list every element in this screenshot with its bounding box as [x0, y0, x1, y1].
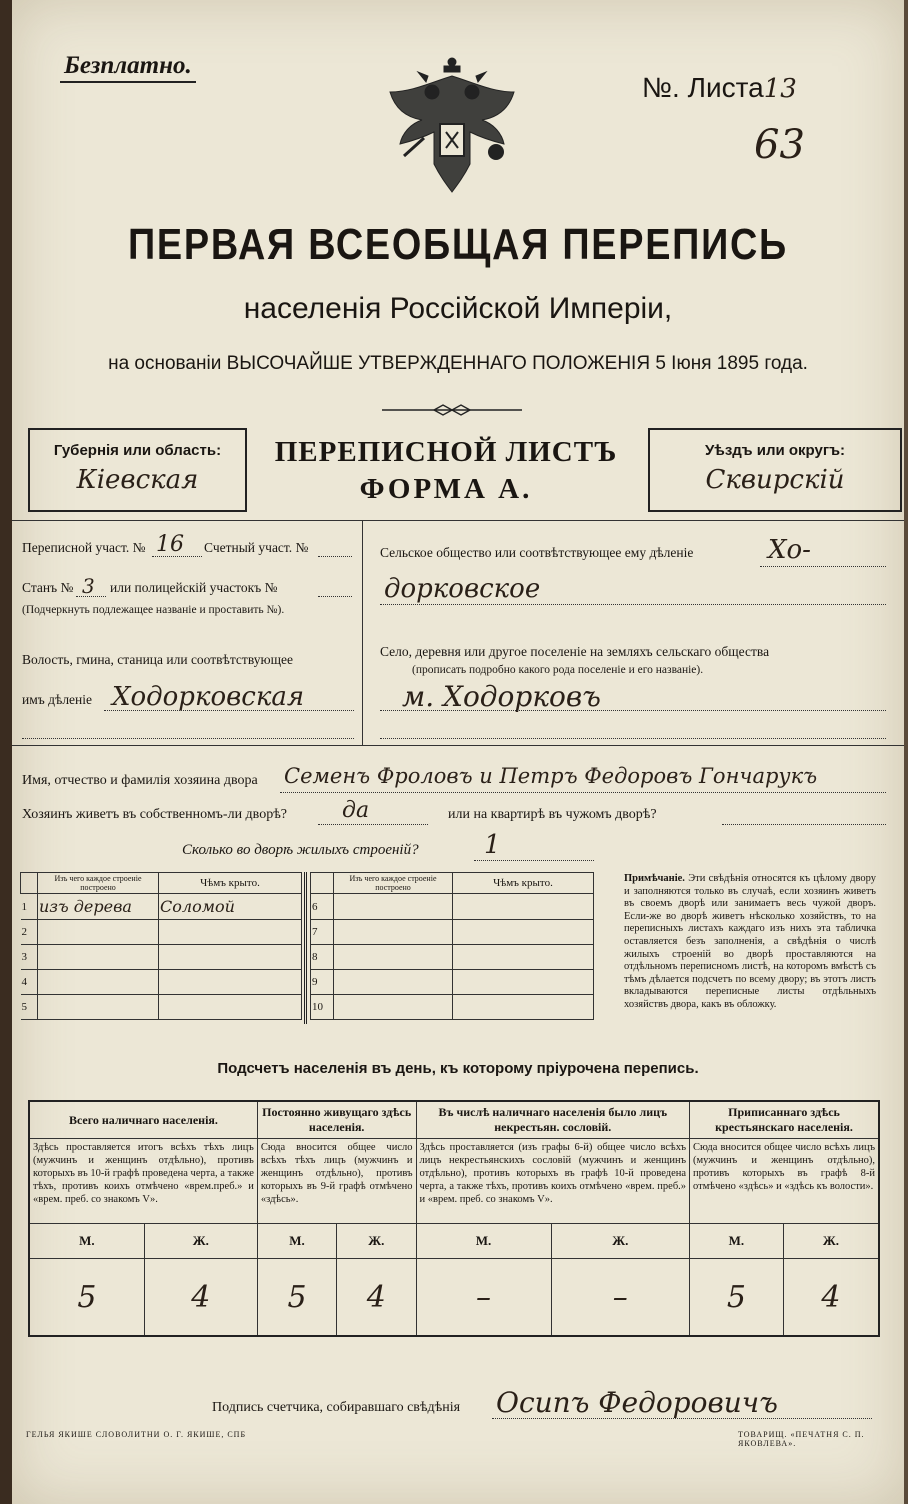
- signature-label: Подпись счетчика, собиравшаго свѣдѣнія: [212, 1400, 461, 1415]
- buildings-table-right: [310, 872, 594, 1020]
- owner-name-value: Семенъ Фроловъ и Петръ Федоровъ Гончарукъ: [284, 764, 818, 788]
- count-value-zh-3: –: [551, 1259, 690, 1337]
- count-header-2: Постоянно живущаго здѣсь населенія.: [257, 1101, 416, 1139]
- col-material-2: Изъ чего каждое строеніе построено: [334, 873, 453, 894]
- table-row: 3: [21, 945, 302, 970]
- m-label: М.: [29, 1224, 144, 1259]
- gubernia-value: Кіевская: [76, 465, 199, 495]
- table-row: 8: [311, 945, 594, 970]
- note-block: [624, 873, 876, 1012]
- count-desc-1: Здѣсь проставляется итогъ всѣхъ тѣхъ лицъ (мужчинъ и женщинъ отдѣльно), противъ которыхъ въ 10-й графѣ проведена черта, а также тѣхъ, противъ коихъ отмѣчено «врем.преб.» и «врем. преб. со знакомъ V».: [29, 1139, 257, 1224]
- volost-label-2: имъ дѣленіе: [22, 692, 93, 707]
- signature-value: Осипъ Федоровичъ: [496, 1386, 778, 1419]
- uezd-box: [648, 428, 902, 512]
- population-count-table: [28, 1100, 880, 1337]
- count-desc-3: Здѣсь проставляется (изъ графы 6-й) общее число всѣхъ лицъ некрестьянскихъ сословій (мужчинъ и женщинъ отдѣльно), противъ которыхъ въ графѣ 10-й проведена черта, а также тѣхъ, противъ коихъ отмѣчено «врем. преб.» и «врем. преб. со знакомъ V».: [416, 1139, 690, 1224]
- police-field[interactable]: [318, 596, 352, 597]
- free-label: Безплатно.: [60, 52, 196, 83]
- zh-label: Ж.: [337, 1224, 416, 1259]
- scan-edge: [0, 0, 12, 1504]
- village-field-2[interactable]: [380, 738, 886, 739]
- volost-value: Ходорковская: [112, 682, 305, 712]
- count-value-zh-4: 4: [783, 1259, 879, 1337]
- police-label: или полицейскій участокъ №: [110, 580, 278, 595]
- zh-label: Ж.: [551, 1224, 690, 1259]
- form-name: ФОРМА А.: [359, 473, 533, 505]
- table-row: 1 изъ дерева Соломой: [21, 894, 302, 920]
- own-yard-label: Хозяинъ живетъ въ собственномъ-ли дворѣ?: [22, 807, 288, 822]
- section-top-line: [12, 520, 904, 521]
- schetny-field[interactable]: [318, 556, 352, 557]
- column-divider: [362, 520, 363, 745]
- society-value-1: Хо-: [768, 535, 811, 565]
- count-value-zh-2: 4: [337, 1259, 416, 1337]
- sheet-number: [642, 72, 797, 104]
- table-separator: [304, 872, 307, 1024]
- zh-label: Ж.: [144, 1224, 257, 1259]
- form-heading: [244, 436, 648, 506]
- underline-note: (Подчеркнуть подлежащее названіе и проставить №).: [22, 604, 285, 616]
- buildings-table-left: [20, 872, 302, 1020]
- printer-footer-left: ГЕЛЬЯ ЯКИШЕ СЛОВОЛИТНИ О. Г. ЯКИШЕ, СПБ: [26, 1430, 247, 1439]
- own-yard-field[interactable]: [318, 824, 428, 825]
- owner-name-label: Имя, отчество и фамилія хозяина двора: [22, 773, 258, 788]
- count-value-m-3: –: [416, 1259, 551, 1337]
- m-label: М.: [690, 1224, 784, 1259]
- stan-field[interactable]: [76, 596, 106, 597]
- m-label: М.: [257, 1224, 336, 1259]
- subtitle: населенія Россійской Имперіи,: [243, 292, 673, 325]
- uezd-label: Уѣздъ или округъ:: [704, 442, 846, 459]
- table-row: 5: [21, 995, 302, 1020]
- volost-field-2[interactable]: [22, 738, 354, 739]
- signature-line: [212, 1400, 460, 1416]
- rent-field[interactable]: [722, 824, 886, 825]
- society-label: Сельское общество или соотвѣтствующее ему дѣленіе: [380, 545, 694, 560]
- col-material: Изъ чего каждое строеніе построено: [38, 873, 159, 894]
- buildings-field[interactable]: [474, 860, 594, 861]
- village-note: (прописать подробно какого рода поселеніе и его названіе).: [412, 664, 704, 676]
- count-desc-2: Сюда вносится общее число всѣхъ тѣхъ лицъ (мужчинъ и женщинъ отдѣльно), противъ которыхъ въ 9-й графѣ отмѣчено «здѣсь».: [257, 1139, 416, 1224]
- society-field-2[interactable]: [380, 604, 886, 605]
- col-roof-2: Чѣмъ крыто.: [453, 873, 594, 894]
- count-header-1: Всего наличнаго населенія.: [29, 1101, 257, 1139]
- gubernia-box: [28, 428, 247, 512]
- owner-name-field[interactable]: [280, 792, 886, 793]
- buildings-label: Сколько во дворѣ жилыхъ строеній?: [182, 842, 419, 858]
- printer-footer-right: ТОВАРИЩ. «ПЕЧАТНЯ С. П. ЯКОВЛЕВА».: [738, 1430, 865, 1448]
- count-value-zh-1: 4: [144, 1259, 257, 1337]
- stan-value: 3: [82, 574, 95, 598]
- count-title: Подсчетъ населенія въ день, къ которому пріурочена перепись.: [217, 1060, 699, 1077]
- table-row: 4: [21, 970, 302, 995]
- note-title: Примѣчаніе.: [624, 873, 685, 884]
- count-desc-4: Сюда вносится общее число всѣхъ лицъ (мужчинъ и женщинъ отдѣльно), противъ которыхъ въ графѣ 8-й отмѣчено «здѣсь» и «здѣсь къ волости».: [690, 1139, 879, 1224]
- table-row: 6: [311, 894, 594, 920]
- stan-label: Станъ №: [22, 580, 74, 595]
- count-value-m-2: 5: [257, 1259, 336, 1337]
- table-row: 7: [311, 920, 594, 945]
- rent-label: или на квартирѣ въ чужомъ дворѣ?: [448, 807, 657, 822]
- zh-label: Ж.: [783, 1224, 879, 1259]
- count-header-4: Приписаннаго здѣсь крестьянскаго населенія.: [690, 1101, 879, 1139]
- perepisnoy-field[interactable]: [152, 556, 202, 557]
- sheet-number-label: №. Листа: [642, 72, 764, 103]
- m-label: М.: [416, 1224, 551, 1259]
- section-bottom-line: [12, 745, 904, 746]
- form-title: ПЕРЕПИСНОЙ ЛИСТЪ: [274, 436, 618, 468]
- village-label: Село, деревня или другое поселеніе на земляхъ сельскаго общества: [380, 644, 770, 659]
- gubernia-label: Губернія или область:: [53, 442, 222, 459]
- col-roof: Чѣмъ крыто.: [159, 873, 302, 894]
- schetny-label: Счетный участ. №: [204, 540, 309, 555]
- ornament-divider: [382, 403, 522, 417]
- village-value: м. Ходорковъ: [402, 680, 601, 713]
- main-title: ПЕРВАЯ ВСЕОБЩАЯ ПЕРЕПИСЬ: [128, 220, 788, 269]
- count-header-3: Въ числѣ наличнаго населенія было лицъ некрестьян. сословій.: [416, 1101, 690, 1139]
- sheet-number-value: 13: [763, 74, 797, 104]
- basis-line: на основаніи ВЫСОЧАЙШЕ УТВЕРЖДЕННАГО ПОЛОЖЕНІЯ 5 Іюня 1895 года.: [108, 353, 808, 374]
- note-text: Эти свѣдѣнія относятся къ цѣлому двору и заполняются только въ случаѣ, если хозяинъ живетъ въ своемъ дворѣ или занимаетъ весь чужой дворъ. Если-же во дворѣ живетъ нѣсколько хозяйствъ, то на переписныхъ листахъ каждаго изъ нихъ эта табличка оставляется безъ заполненія, а свѣдѣнія о числѣ жилыхъ строеній во дворѣ проставляются на отдѣльномъ переписномъ листѣ, на которомъ вмѣстѣ съ тѣмъ дѣлается подсчетъ по всему двору; въ этотъ листъ вкладываются переписные листы отдѣльныхъ хозяйствъ двора, какъ въ обложку.: [624, 873, 876, 1010]
- perepisnoy-value: 16: [156, 532, 184, 557]
- village-field[interactable]: [380, 710, 886, 711]
- table-row: 9: [311, 970, 594, 995]
- table-row: 2: [21, 920, 302, 945]
- count-value-m-1: 5: [29, 1259, 144, 1337]
- census-sheet: [12, 0, 904, 1504]
- signature-field[interactable]: [492, 1418, 872, 1419]
- perepisnoy-label: Переписной участ. №: [22, 540, 146, 555]
- double-headed-eagle-emblem: [382, 52, 522, 202]
- table-row: 10: [311, 995, 594, 1020]
- volost-field[interactable]: [104, 710, 354, 711]
- handwritten-number: 63: [754, 122, 805, 168]
- count-value-m-4: 5: [690, 1259, 784, 1337]
- uezd-value: Сквирскій: [705, 465, 845, 495]
- society-value-2: дорковское: [384, 574, 541, 604]
- own-yard-value: да: [342, 798, 370, 823]
- buildings-value: 1: [484, 830, 501, 860]
- volost-label: Волость, гмина, станица или соотвѣтствующее: [22, 652, 293, 667]
- society-field[interactable]: [760, 566, 886, 567]
